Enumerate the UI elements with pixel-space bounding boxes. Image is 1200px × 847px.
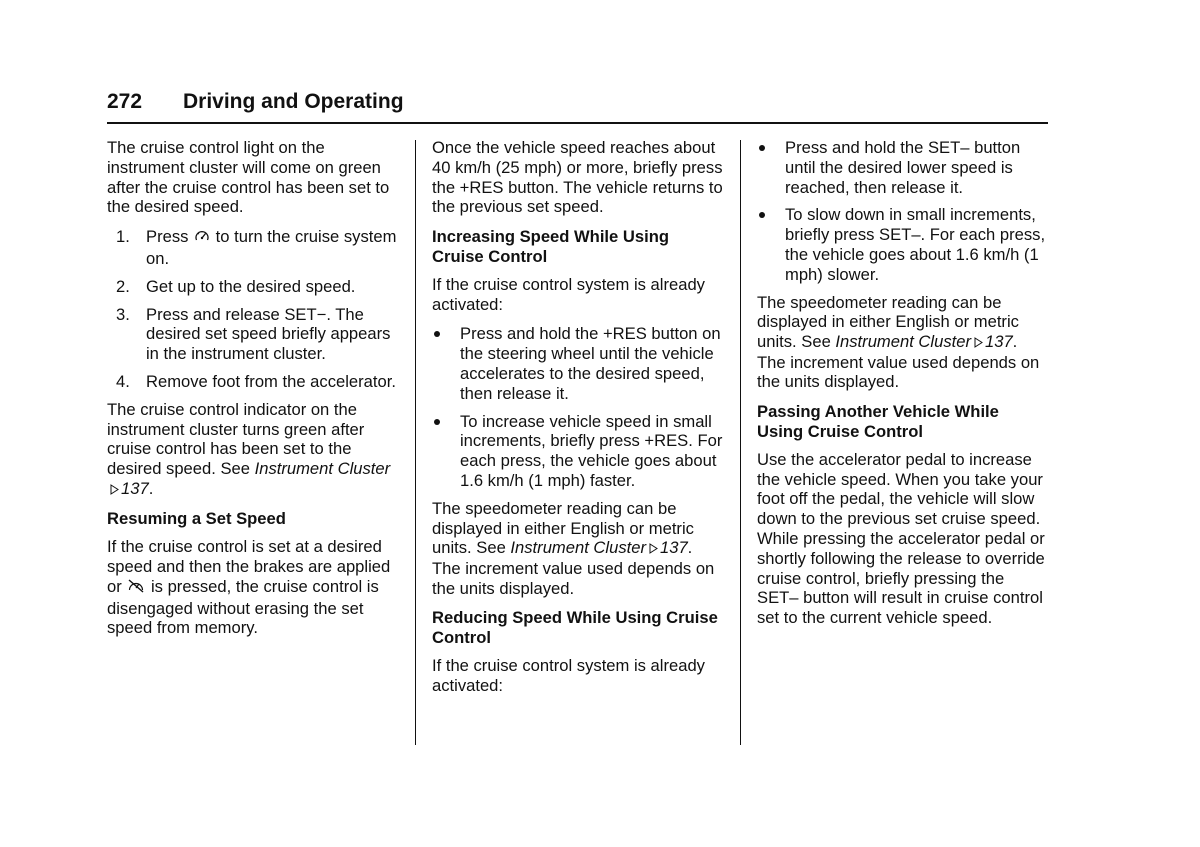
column-1 <box>107 138 402 648</box>
step-text: Remove foot from the accelerator. <box>146 371 396 391</box>
speedometer-text: The speedometer reading can be displayed in either English or metric units. See <box>757 292 1019 352</box>
speedometer-text: The increment value used depends on the units displayed. <box>432 558 715 598</box>
reducing-heading: Reducing Speed While Using Cruise Control <box>432 608 718 648</box>
resuming-heading: Resuming a Set Speed <box>107 509 286 529</box>
resuming-text: is pressed, the cruise control is disengaged without erasing the set speed from memory. <box>107 576 379 638</box>
column-3 <box>757 138 1049 638</box>
step-number: 2. <box>116 276 130 296</box>
step-number: 3. <box>116 304 130 324</box>
list-item <box>107 372 402 392</box>
column-divider <box>415 140 416 745</box>
cross-reference-page[interactable]: 137 <box>984 332 1013 352</box>
step-text: Press <box>146 227 194 247</box>
indicator-text: The cruise control indicator on the instrument cluster turns green after cruise control has been set to the desired speed. See <box>107 399 365 479</box>
steps-list <box>107 227 402 392</box>
list-item <box>107 227 402 269</box>
section-title: Driving and Operating <box>183 90 404 113</box>
speedometer-paragraph: The speedometer reading can be displayed in either English or metric units. See Instrument Cluster 137. The increment value used depends on the units displayed. <box>432 498 715 598</box>
bullet-text: To increase vehicle speed in small increments, briefly press +RES. For each press, the vehicle goes about 1.6 km/h (1 mph) faster. <box>460 411 723 490</box>
step-number: 4. <box>116 371 130 391</box>
page-reference-icon <box>974 333 983 353</box>
increasing-heading: Increasing Speed While Using Cruise Control <box>432 227 669 266</box>
list-item <box>107 305 402 364</box>
step-text: Press and release SET−. The desired set speed briefly appears in the instrument cluster. <box>146 304 391 364</box>
list-item <box>432 412 724 491</box>
list-item <box>107 277 402 297</box>
speedometer-text: The increment value used depends on the units displayed. <box>757 352 1040 392</box>
page-reference-icon <box>649 539 658 559</box>
header-rule <box>107 122 1048 124</box>
cross-reference-link[interactable]: Instrument Cluster <box>510 538 646 558</box>
cross-reference-page[interactable]: 137 <box>659 538 688 558</box>
bullet-text: Press and hold the +RES button on the steering wheel until the vehicle accelerates to the desired speed, then release it. <box>460 324 721 403</box>
page-header <box>107 88 1048 124</box>
bullet-icon <box>759 145 765 151</box>
column-2 <box>432 138 724 706</box>
cruise-control-icon <box>194 228 210 249</box>
speedometer-text: The speedometer reading can be displayed in either English or metric units. See <box>432 498 694 558</box>
page-number: 272 <box>107 90 143 113</box>
passing-paragraph: Use the accelerator pedal to increase the vehicle speed. When you take your foot off the pedal, the vehicle will slow down to the previous set cruise speed. While pressing the accelerator pedal or shortly following the release to override cruise control, briefly pressing the SET– button will result in cruise control set to the current vehicle speed. <box>757 449 1045 628</box>
indicator-paragraph: The cruise control indicator on the instrument cluster turns green after cruise control has been set to the desired speed. See Instrument Cluster137. <box>107 399 391 498</box>
list-item <box>432 324 724 403</box>
list-item <box>757 205 1049 284</box>
step-text: Get up to the desired speed. <box>146 276 356 296</box>
resuming-text: If the cruise control is set at a desired speed and then the brakes are applied or <box>107 537 391 596</box>
increasing-bullets <box>432 324 724 490</box>
step-text: to turn the cruise system on. <box>146 227 397 268</box>
reducing-bullets <box>757 138 1049 285</box>
list-item <box>757 138 1049 197</box>
cross-reference-link[interactable]: Instrument Cluster <box>835 332 971 352</box>
bullet-icon <box>759 212 765 218</box>
passing-heading: Passing Another Vehicle While Using Cruise Control <box>757 402 999 442</box>
resuming-paragraph <box>107 537 402 638</box>
cruise-cancel-icon <box>127 578 145 599</box>
bullet-text: To slow down in small increments, briefly press SET–. For each press, the vehicle goes about 1.6 km/h (1 mph) slower. <box>785 205 1046 284</box>
page-reference-icon <box>110 480 119 500</box>
cross-reference-link[interactable]: Instrument Cluster <box>254 459 391 479</box>
increasing-intro: If the cruise control system is already activated: <box>432 274 705 314</box>
resume-paragraph: Once the vehicle speed reaches about 40 km/h (25 mph) or more, briefly press the +RES button. The vehicle returns to the previous set speed. <box>432 138 723 217</box>
intro-paragraph: The cruise control light on the instrument cluster will come on green after the cruise control has been set to the desired speed. <box>107 138 390 217</box>
speedometer-paragraph: The speedometer reading can be displayed in either English or metric units. See Instrument Cluster 137. The increment value used depends on the units displayed. <box>757 292 1040 392</box>
reducing-intro: If the cruise control system is already activated: <box>432 656 705 695</box>
step-number: 1. <box>116 227 130 247</box>
bullet-text: Press and hold the SET– button until the desired lower speed is reached, then release it. <box>785 138 1021 197</box>
column-divider <box>740 140 741 745</box>
bullet-icon <box>434 331 440 337</box>
bullet-icon <box>434 419 440 425</box>
cross-reference-page[interactable]: 137 <box>121 478 149 498</box>
